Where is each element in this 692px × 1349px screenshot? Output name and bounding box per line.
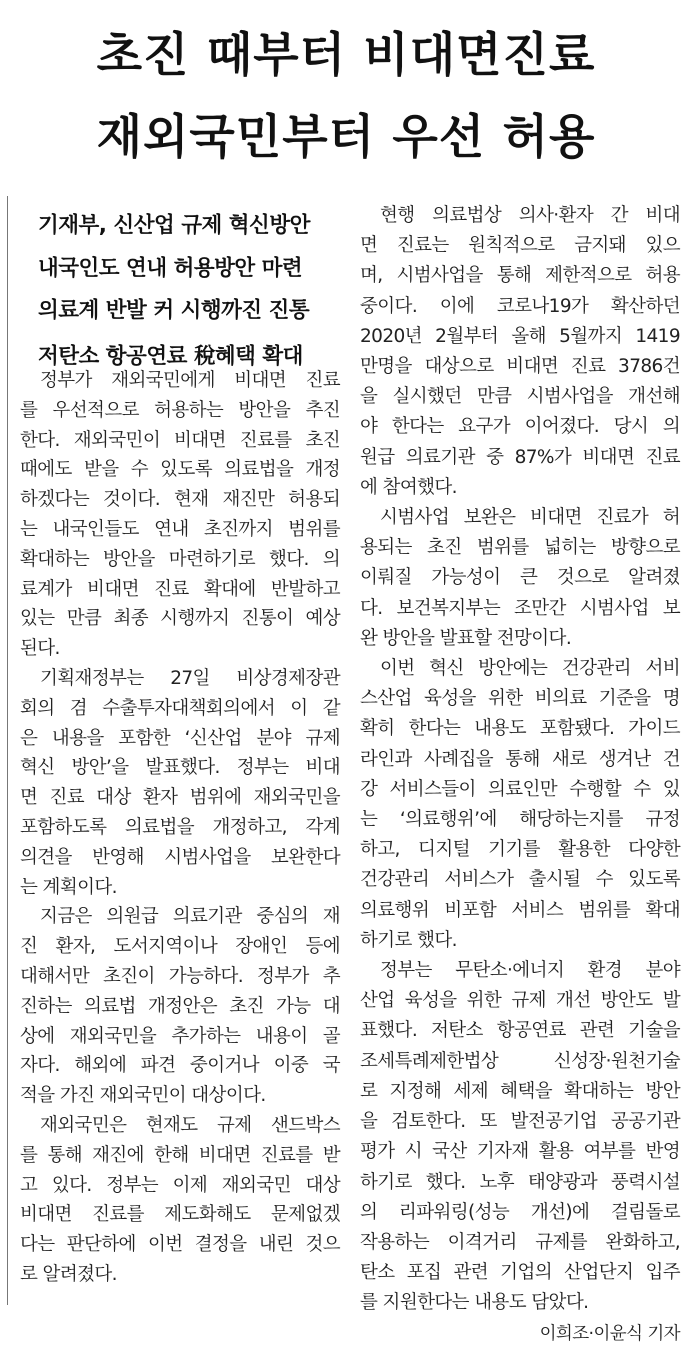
text-line: 를 지원한다는 내용도 담았다.: [360, 1292, 589, 1314]
text-line: 라인과 사례집을 통해 새로 생겨난 건: [360, 748, 680, 770]
text-line: 를 우선적으로 허용하는 방안을 추진: [20, 399, 340, 421]
text-line: 있는 만큼 최종 시행까지 진통이 예상: [20, 608, 340, 630]
text-line: 적을 가진 재외국민이 대상이다.: [20, 1085, 266, 1107]
text-line: 이뤄질 가능성이 큰 것으로 알려졌: [360, 567, 680, 589]
text-line: 면 진료 대상 환자 범위에 재외국민을: [20, 787, 340, 809]
text-line: 는 내국인들도 연내 초진까지 범위를: [20, 518, 340, 540]
text-line: 상에 재외국민을 추가하는 내용이 골: [20, 1025, 340, 1047]
text-line: 재외국민은 현재도 규제 샌드박스: [40, 1114, 340, 1136]
article-body-left-column: [20, 366, 340, 1290]
text-line: 한다. 재외국민이 비대면 진료를 초진: [20, 429, 340, 451]
paragraph: [20, 664, 340, 902]
text-line: 기획재정부는 27일 비상경제장관: [40, 667, 340, 689]
text-line: 이번 혁신 방안에는 건강관리 서비: [380, 658, 680, 680]
text-line: 회의 겸 수출투자대책회의에서 이 같: [20, 697, 340, 719]
paragraph: [20, 902, 340, 1111]
text-line: 하기로 했다.: [360, 929, 457, 951]
text-line: 건강관리 서비스가 출시될 수 있도록: [360, 869, 680, 891]
text-line: 에 참여했다.: [360, 476, 457, 498]
text-line: 진하는 의료법 개정안은 초진 가능 대: [20, 995, 340, 1017]
text-line: 시범사업 보완은 비대면 진료가 허: [380, 507, 680, 529]
paragraph: [360, 654, 680, 956]
text-line: 작용하는 이격거리 규제를 완화하고,: [360, 1231, 680, 1253]
text-line: 진 환자, 도서지역이나 장애인 등에: [20, 936, 340, 958]
text-line: 확히 한다는 내용도 포함됐다. 가이드: [360, 718, 680, 740]
article-body-right-column: [360, 201, 680, 1349]
text-line: 하겠다는 것이다. 현재 재진만 허용되: [20, 489, 340, 511]
text-line: 정부는 무탄소·에너지 환경 분야: [380, 960, 680, 982]
text-line: 는 계획이다.: [20, 876, 117, 898]
byline: 이희조·이윤식 기자: [539, 1323, 680, 1344]
text-line: 로 지정해 세제 혜택을 확대하는 방안: [360, 1080, 680, 1102]
text-line: 료계가 비대면 진료 확대에 반발하고: [20, 578, 340, 600]
text-line: 하고, 디지털 기기를 활용한 다양한: [360, 839, 680, 861]
text-line: 하기로 했다. 노후 태양광과 풍력시설: [360, 1171, 680, 1193]
headline-line-2: 재외국민부터 우선 허용: [96, 110, 596, 165]
text-line: 을 검토한다. 또 발전공기업 공공기관: [360, 1111, 680, 1133]
text-line: 조세특례제한법상 신성장·원천기술: [360, 1050, 680, 1072]
text-line: 포함하도록 의료법을 개정하고, 각계: [20, 816, 340, 838]
text-line: 강 서비스들이 의료인만 수행할 수 있: [360, 778, 680, 800]
text-line: 현행 의료법상 의사·환자 간 비대: [380, 205, 680, 226]
text-line: 완 방안을 발표할 전망이다.: [360, 627, 572, 649]
text-line: 혁신 방안’을 발표했다. 정부는 비대: [20, 757, 340, 779]
text-line: 은 내용을 포함한 ‘신산업 분야 규제: [20, 727, 340, 749]
headline-line-1: 초진 때부터 비대면진료: [96, 28, 596, 83]
paragraph: [360, 503, 680, 654]
subhead: 내국인도 연내 허용방안 마련: [38, 256, 303, 281]
text-line: 의견을 반영해 시범사업을 보완한다: [20, 846, 340, 868]
text-line: 된다.: [20, 638, 60, 660]
text-line: 대해서만 초진이 가능하다. 정부가 추: [20, 965, 340, 987]
text-line: 자다. 해외에 파견 중이거나 이중 국: [20, 1055, 340, 1077]
text-line: 때에도 받을 수 있도록 의료법을 개정: [20, 459, 340, 481]
text-line: 원급 의료기관 중 87%가 비대면 진료: [360, 446, 680, 468]
subhead: 의료계 반발 커 시행까진 진통: [38, 298, 310, 323]
text-line: 는 ‘의료행위’에 해당하는지를 규정: [360, 809, 680, 831]
text-line: 2020년 2월부터 올해 5월까지 1419: [360, 325, 680, 347]
paragraph: [360, 201, 680, 503]
text-line: 야 한다는 요구가 이어졌다. 당시 의: [360, 416, 680, 438]
column-rule: [7, 196, 8, 1305]
text-line: 의 리파워링(성능 개선)에 걸림돌로: [360, 1201, 680, 1223]
text-line: 만명을 대상으로 비대면 진료 3786건: [360, 356, 680, 378]
subhead: 기재부, 신산업 규제 혁신방안: [38, 213, 310, 238]
text-line: 면 진료는 원칙적으로 금지돼 있으: [360, 235, 680, 257]
text-line: 평가 시 국산 기자재 활용 여부를 반영: [360, 1141, 680, 1163]
text-line: 탄소 포집 관련 기업의 산업단지 입주: [360, 1262, 680, 1284]
text-line: 용되는 초진 범위를 넓히는 방향으로: [360, 537, 680, 559]
text-line: 를 통해 재진에 한해 비대면 진료를 받: [20, 1144, 340, 1166]
text-line: 을 실시했던 만큼 시범사업을 개선해: [360, 386, 680, 408]
text-line: 의료행위 비포함 서비스 범위를 확대: [360, 899, 680, 921]
paragraph: [20, 1111, 340, 1290]
text-line: 다는 판단하에 이번 결정을 내린 것으: [20, 1234, 340, 1256]
text-line: 며, 시범사업을 통해 제한적으로 허용: [360, 265, 680, 287]
text-line: 스산업 육성을 위한 비의료 기준을 명: [360, 688, 680, 710]
text-line: 로 알려졌다.: [20, 1263, 117, 1285]
text-line: 고 있다. 정부는 이제 재외국민 대상: [20, 1174, 340, 1196]
text-line: 정부가 재외국민에게 비대면 진료: [40, 370, 340, 391]
text-line: 산업 육성을 위한 규제 개선 방안도 발: [360, 990, 680, 1012]
text-line: 확대하는 방안을 마련하기로 했다. 의: [20, 548, 340, 570]
text-line: 다. 보건복지부는 조만간 시범사업 보: [360, 597, 680, 619]
paragraph: [360, 956, 680, 1318]
text-line: 비대면 진료를 제도화해도 문제없겠: [20, 1204, 340, 1226]
text-line: 지금은 의원급 의료기관 중심의 재: [40, 906, 340, 928]
subhead: 저탄소 항공연료 稅혜택 확대: [38, 344, 303, 369]
text-line: 표했다. 저탄소 항공연료 관련 기술을: [360, 1020, 680, 1042]
paragraph: [20, 366, 340, 664]
text-line: 중이다. 이에 코로나19가 확산하던: [360, 295, 680, 317]
